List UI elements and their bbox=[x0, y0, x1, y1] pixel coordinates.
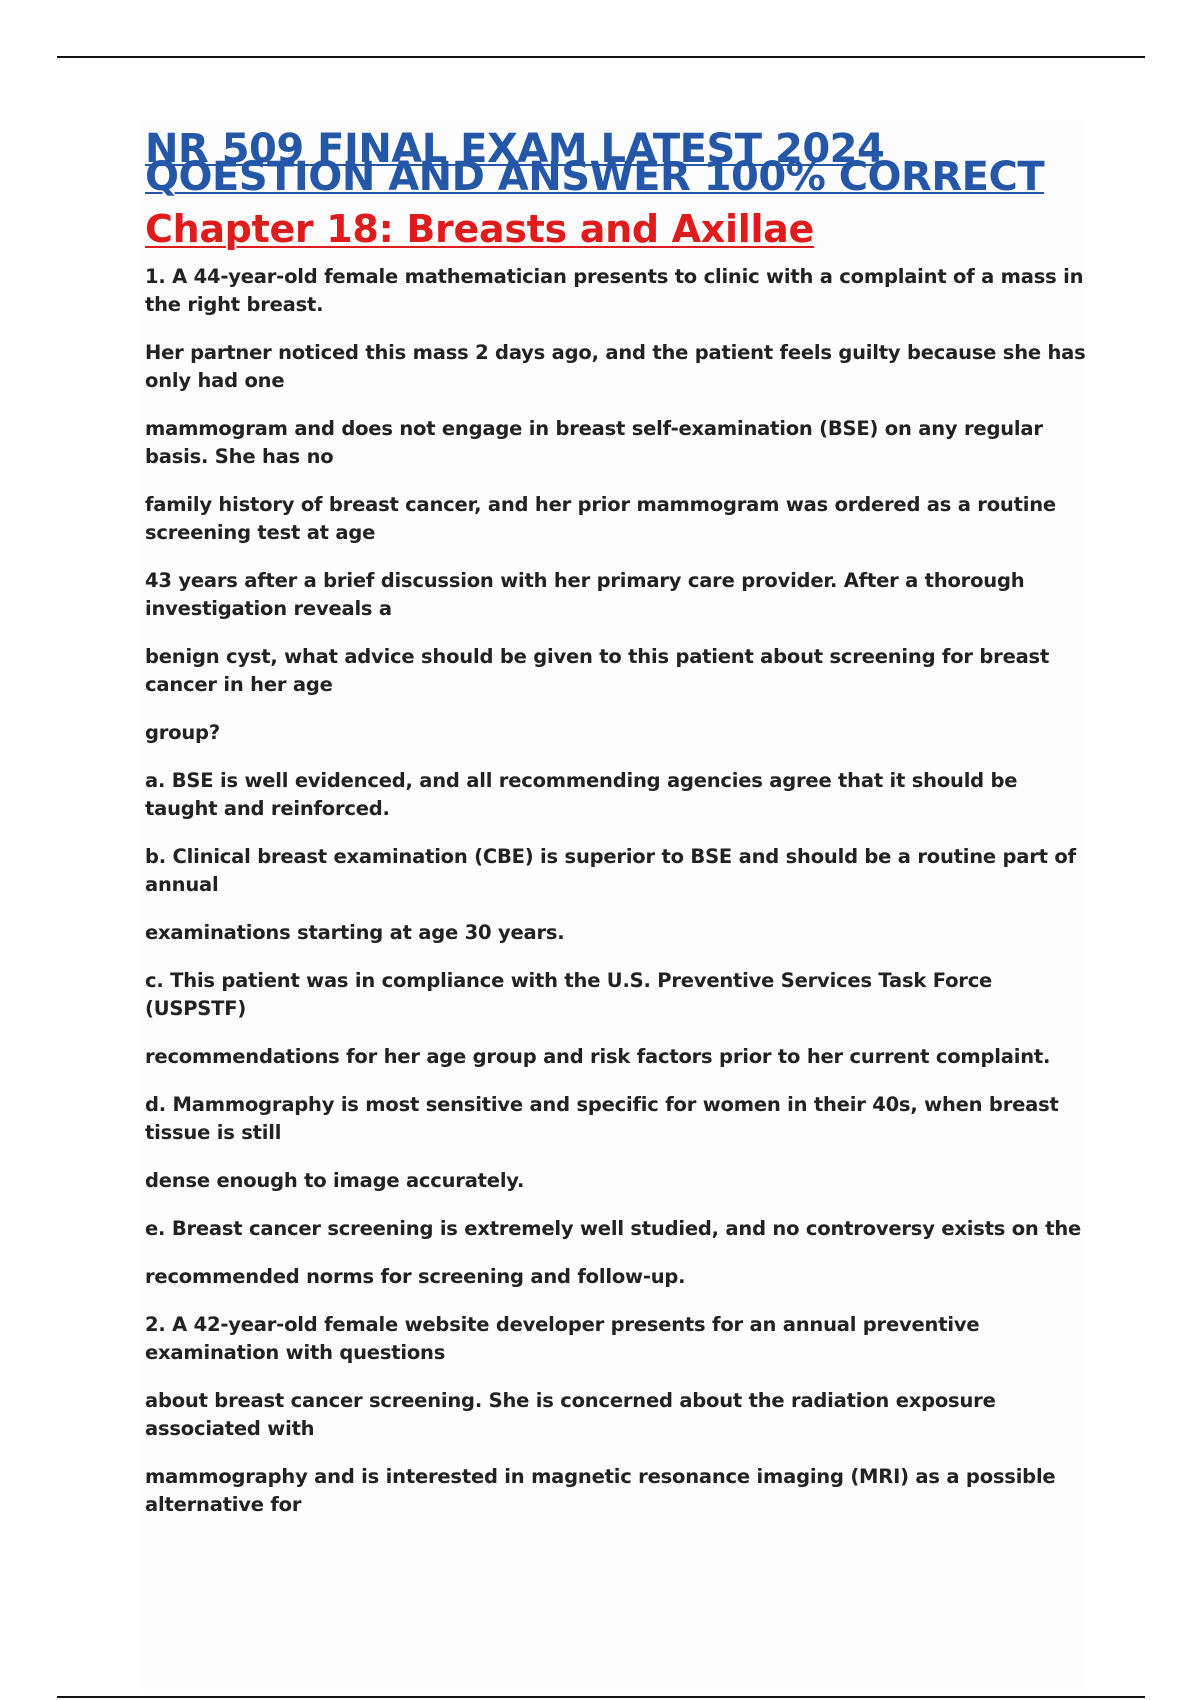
paragraph: about breast cancer screening. She is concerned about the radiation exposure associated with bbox=[145, 1389, 996, 1440]
paragraph: recommendations for her age group and risk factors prior to her current complaint. bbox=[145, 1045, 1051, 1068]
paragraph: examinations starting at age 30 years. bbox=[145, 921, 565, 944]
paragraph: benign cyst, what advice should be given to this patient about screening for breast cancer in her age bbox=[145, 645, 1050, 696]
answer-option-d: d. Mammography is most sensitive and specific for women in their 40s, when breast tissue is still bbox=[145, 1093, 1059, 1144]
paragraph: mammography and is interested in magnetic resonance imaging (MRI) as a possible alternative for bbox=[145, 1465, 1056, 1516]
answer-option-b: b. Clinical breast examination (CBE) is superior to BSE and should be a routine part of annual bbox=[145, 845, 1076, 896]
answer-option-a: a. BSE is well evidenced, and all recommending agencies agree that it should be taught and reinforced. bbox=[145, 769, 1018, 820]
paragraph: family history of breast cancer, and her prior mammogram was ordered as a routine screening test at age bbox=[145, 493, 1056, 544]
paragraph: 43 years after a brief discussion with her primary care provider. After a thorough investigation reveals a bbox=[145, 569, 1025, 620]
bottom-rule bbox=[57, 1696, 1145, 1698]
answer-option-e: e. Breast cancer screening is extremely well studied, and no controversy exists on the bbox=[145, 1217, 1082, 1240]
question-2: 2. A 42-year-old female website developer presents for an annual preventive examination with questions bbox=[145, 1313, 980, 1364]
document-title[interactable]: NR 509 FINAL EXAM LATEST 2024 QOESTION AND ANSWER 100% CORRECT bbox=[145, 126, 1045, 200]
paragraph: Her partner noticed this mass 2 days ago, and the patient feels guilty because she has only had one bbox=[145, 341, 1086, 392]
paragraph: mammogram and does not engage in breast self-examination (BSE) on any regular basis. She has no bbox=[145, 417, 1043, 468]
top-rule bbox=[57, 56, 1145, 58]
chapter-title: Chapter 18: Breasts and Axillae bbox=[145, 207, 814, 251]
paragraph: recommended norms for screening and follow-up. bbox=[145, 1265, 686, 1288]
paragraph: 1. A 44-year-old female mathematician presents to clinic with a complaint of a mass in the right breast. bbox=[145, 265, 1084, 316]
paragraph: group? bbox=[145, 721, 220, 744]
answer-option-c: c. This patient was in compliance with the U.S. Preventive Services Task Force (USPSTF) bbox=[145, 969, 993, 1020]
paragraph: dense enough to image accurately. bbox=[145, 1169, 525, 1192]
document-body bbox=[145, 125, 1095, 1539]
